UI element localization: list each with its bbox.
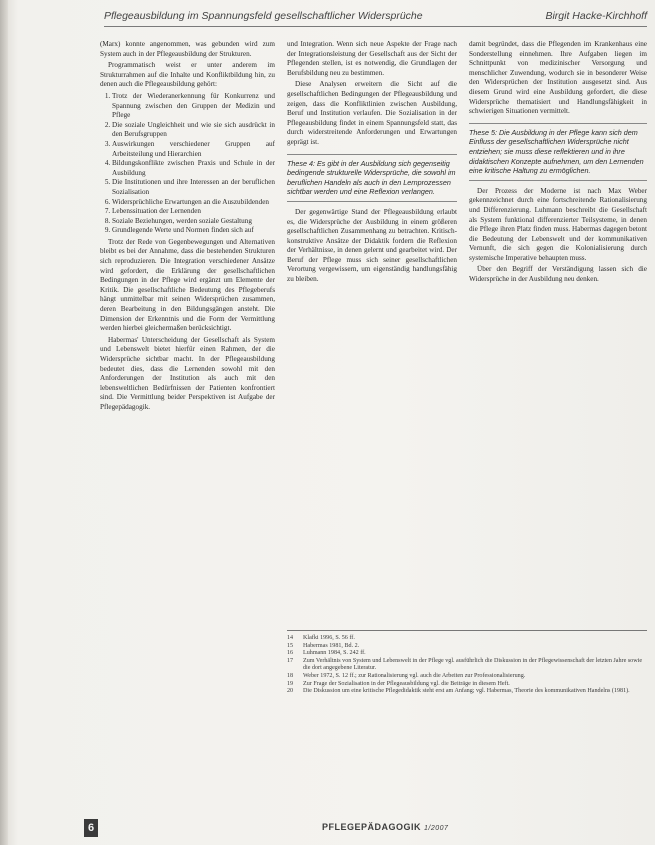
paragraph: Der gegenwärtige Stand der Pflegeausbildung erlaubt es, die Widersprüche der Ausbildung in einem größeren gesellschaftlichen Zusammenhang zu betrachten. Kritisch-konstruktive Ansätze der Didaktik fordern die Reflexion der Verhältnisse, in denen gelernt und gearbeitet wird. Der Beruf der Pflege muss sich seiner gesellschaftlichen Verortung vergewissern, um eigenständig handlungsfähig zu bleiben.: [287, 207, 457, 284]
list-item: 5. Die Institutionen und ihre Interessen an der beruflichen Sozialisation: [112, 178, 275, 197]
footnote-number: 20: [287, 688, 294, 695]
list-item: 8. Soziale Beziehungen, werden soziale Gestaltung: [112, 217, 275, 227]
paragraph: Habermas' Unterscheidung der Gesellschaft als System und Lebenswelt bietet hierfür einen Rahmen, der die Widersprüche sichtbar macht. In der Pflegeausbildung bedeutet dies, dass die Lernenden sowohl mit den Anforderungen der Institution als auch mit den lebensweltlichen Bedürfnissen der Patienten konfrontiert sind. Die Vermittlung beider Perspektiven ist Aufgabe der Pflegepädagogik.: [100, 335, 275, 411]
footnotes: [287, 630, 647, 696]
footnote-text: Weber 1972, S. 12 ff.; zur Rationalisierung vgl. auch die Arbeiten zur Professionalisierung.: [303, 672, 526, 679]
header-author: Birgit Hacke-Kirchhoff: [545, 10, 647, 22]
page-edge-shadow: [0, 0, 8, 845]
footnote-text: Klafki 1996, S. 56 ff.: [303, 635, 355, 641]
footnote-number: 14: [287, 635, 294, 641]
journal-name: [322, 822, 448, 832]
list-item: 3. Auswirkungen verschiedener Gruppen auf Arbeitsteilung und Hierarchien: [112, 140, 275, 159]
list-item: 6. Widersprüchliche Erwartungen an die Auszubildenden: [112, 198, 275, 208]
numbered-list: [100, 92, 275, 236]
footnote-number: 15: [287, 642, 294, 649]
footnote: [287, 673, 647, 681]
footnote-number: 16: [287, 650, 294, 657]
paragraph: damit begründet, dass die Pflegenden im Krankenhaus eine Sonderstellung einnehmen. Ihre Aufgaben liegen im Schnittpunkt von medizinischer Versorgung und menschlicher Zuwendung, wodurch sie in besonderer Weise den Widersprüchen der Institution ausgesetzt sind. Aus diesem Grund wird eine Ausbildung gefordert, die diese Widersprüche thematisiert und Handlungsfähigkeit in schwierigen Situationen vermittelt.: [469, 40, 647, 116]
journal-issue: 1/2007: [424, 825, 449, 832]
text-column-1: [100, 40, 275, 785]
footnote-text: Zur Frage der Sozialisation in der Pflegeausbildung vgl. die Beiträge in diesem Heft.: [303, 680, 510, 687]
list-item: 4. Bildungskonflikte zwischen Praxis und Schule in der Ausbildung: [112, 159, 275, 178]
footnote: [287, 650, 647, 658]
header-title: Pflegeausbildung im Spannungsfeld gesellschaftlicher Widersprüche: [104, 10, 423, 22]
footnote-text: Habermas 1981, Bd. 2.: [303, 642, 360, 649]
journal-title: PFLEGEPÄDAGOGIK: [322, 822, 422, 832]
text-column-3: [469, 40, 647, 596]
thesis-box: These 5: Die Ausbildung in der Pflege kann sich dem Einfluss der gesellschaftlichen Widersprüche nicht entziehen; sie muss diese reflektieren und in ihre didaktischen Konzepte aufnehmen, um den Lernenden eine kritische Haltung zu ermöglichen.: [469, 123, 647, 181]
list-item: 1. Trotz der Wiederanerkennung für Konkurrenz und Spannung zwischen den Gruppen der Medizin und Pflege: [112, 92, 275, 121]
footnote-text: Luhmann 1984, S. 242 ff.: [303, 650, 366, 657]
paragraph: Der Prozess der Moderne ist nach Max Weber gekennzeichnet durch eine fortschreitende Rationalisierung und Differenzierung. Luhmann beschreibt die Gesellschaft als System funktional differenzierter Teilsysteme, in denen die Pflege ihren Platz finden muss. Habermas dagegen betont die Bedeutung der Lebenswelt und der kommunikativen Vernunft, die sich gegen die Kolonialisierung durch systemische Imperative behaupten muss.: [469, 186, 647, 262]
paragraph: und Integration. Wenn sich neue Aspekte der Frage nach der Integrationsleistung der Gesellschaft aus der Sicht der Pflegenden stellen, ist es notwendig, die Grundlagen der Berufsbildung neu zu bestimmen.: [287, 40, 457, 77]
paragraph: Diese Analysen erweitern die Sicht auf die gesellschaftlichen Bedingungen der Pflegeausbildung und zeigen, dass die Konfliktlinien zwischen Ausbildung, Beruf und Institution verlaufen. Die Sozialisation in der Pflegeausbildung findet in einem Spannungsfeld statt, das durch widerstreitende Anforderungen und Erwartungen geprägt ist.: [287, 80, 457, 146]
thesis-box: These 4: Es gibt in der Ausbildung sich gegenseitig bedingende strukturelle Widersprüche, die sowohl im beruflichen Handeln als auch in den Lernprozessen sichtbar werden und eine Reflexion verlangen.: [287, 154, 457, 202]
list-item: 7. Lebenssituation der Lernenden: [112, 207, 275, 217]
list-item: 9. Grundlegende Werte und Normen finden sich auf: [112, 226, 275, 236]
footnote: [287, 658, 647, 673]
footnote-number: 17: [287, 657, 294, 664]
running-header: [104, 6, 647, 27]
footnote-number: 18: [287, 672, 294, 679]
paragraph: Programmatisch weist er unter anderem im Strukturrahmen auf die Inhalte und Konfliktbildung hin, zu denen auch die Pflegeausbildung gehört:: [100, 61, 275, 89]
text-column-2: [287, 40, 457, 596]
footnote: [287, 688, 647, 696]
footnote-number: 19: [287, 680, 294, 687]
paragraph: Über den Begriff der Verständigung lassen sich die Widersprüche in der Ausbildung neu denken.: [469, 265, 647, 284]
paragraph: Trotz der Rede von Gegenbewegungen und Alternativen bleibt es bei der Annahme, dass die bestehenden Strukturen sich reproduzieren. Die Integration verschiedener Ansätze wird gefordert, die Erklärung der gesellschaftlichen Bedingungen in der Pflege wird ergänzt um Elemente der Kritik. Die gesellschaftliche Bedeutung des Pflegeberufs hängt unmittelbar mit seinen Widersprüchen zusammen, deren Bearbeitung in den Bildungsgängen ansteht. Die Dimension der Erkenntnis und die Form der Vermittlung werden hierbei gleichermaßen berücksichtigt.: [100, 237, 275, 333]
page-footer: [72, 819, 647, 839]
footnote: [287, 635, 647, 643]
footnote-text: Zum Verhältnis von System und Lebenswelt in der Pflege vgl. ausführlich die Diskussion in der Pflegewissenschaft der letzten Jahre sowie die dort angegebene Literatur.: [303, 657, 643, 672]
list-item: 2. Die soziale Ungleichheit und wie sie sich ausdrückt in den Berufsgruppen: [112, 121, 275, 140]
footnote-text: Die Diskussion um eine kritische Pflegedidaktik steht erst am Anfang; vgl. Habermas, Theorie des kommunikativen Handelns (1981).: [303, 688, 630, 695]
paragraph: (Marx) konnte angenommen, was gebunden wird zum System auch in der Pflegeausbildung der Strukturen.: [100, 40, 275, 58]
page-number: 6: [84, 819, 98, 837]
